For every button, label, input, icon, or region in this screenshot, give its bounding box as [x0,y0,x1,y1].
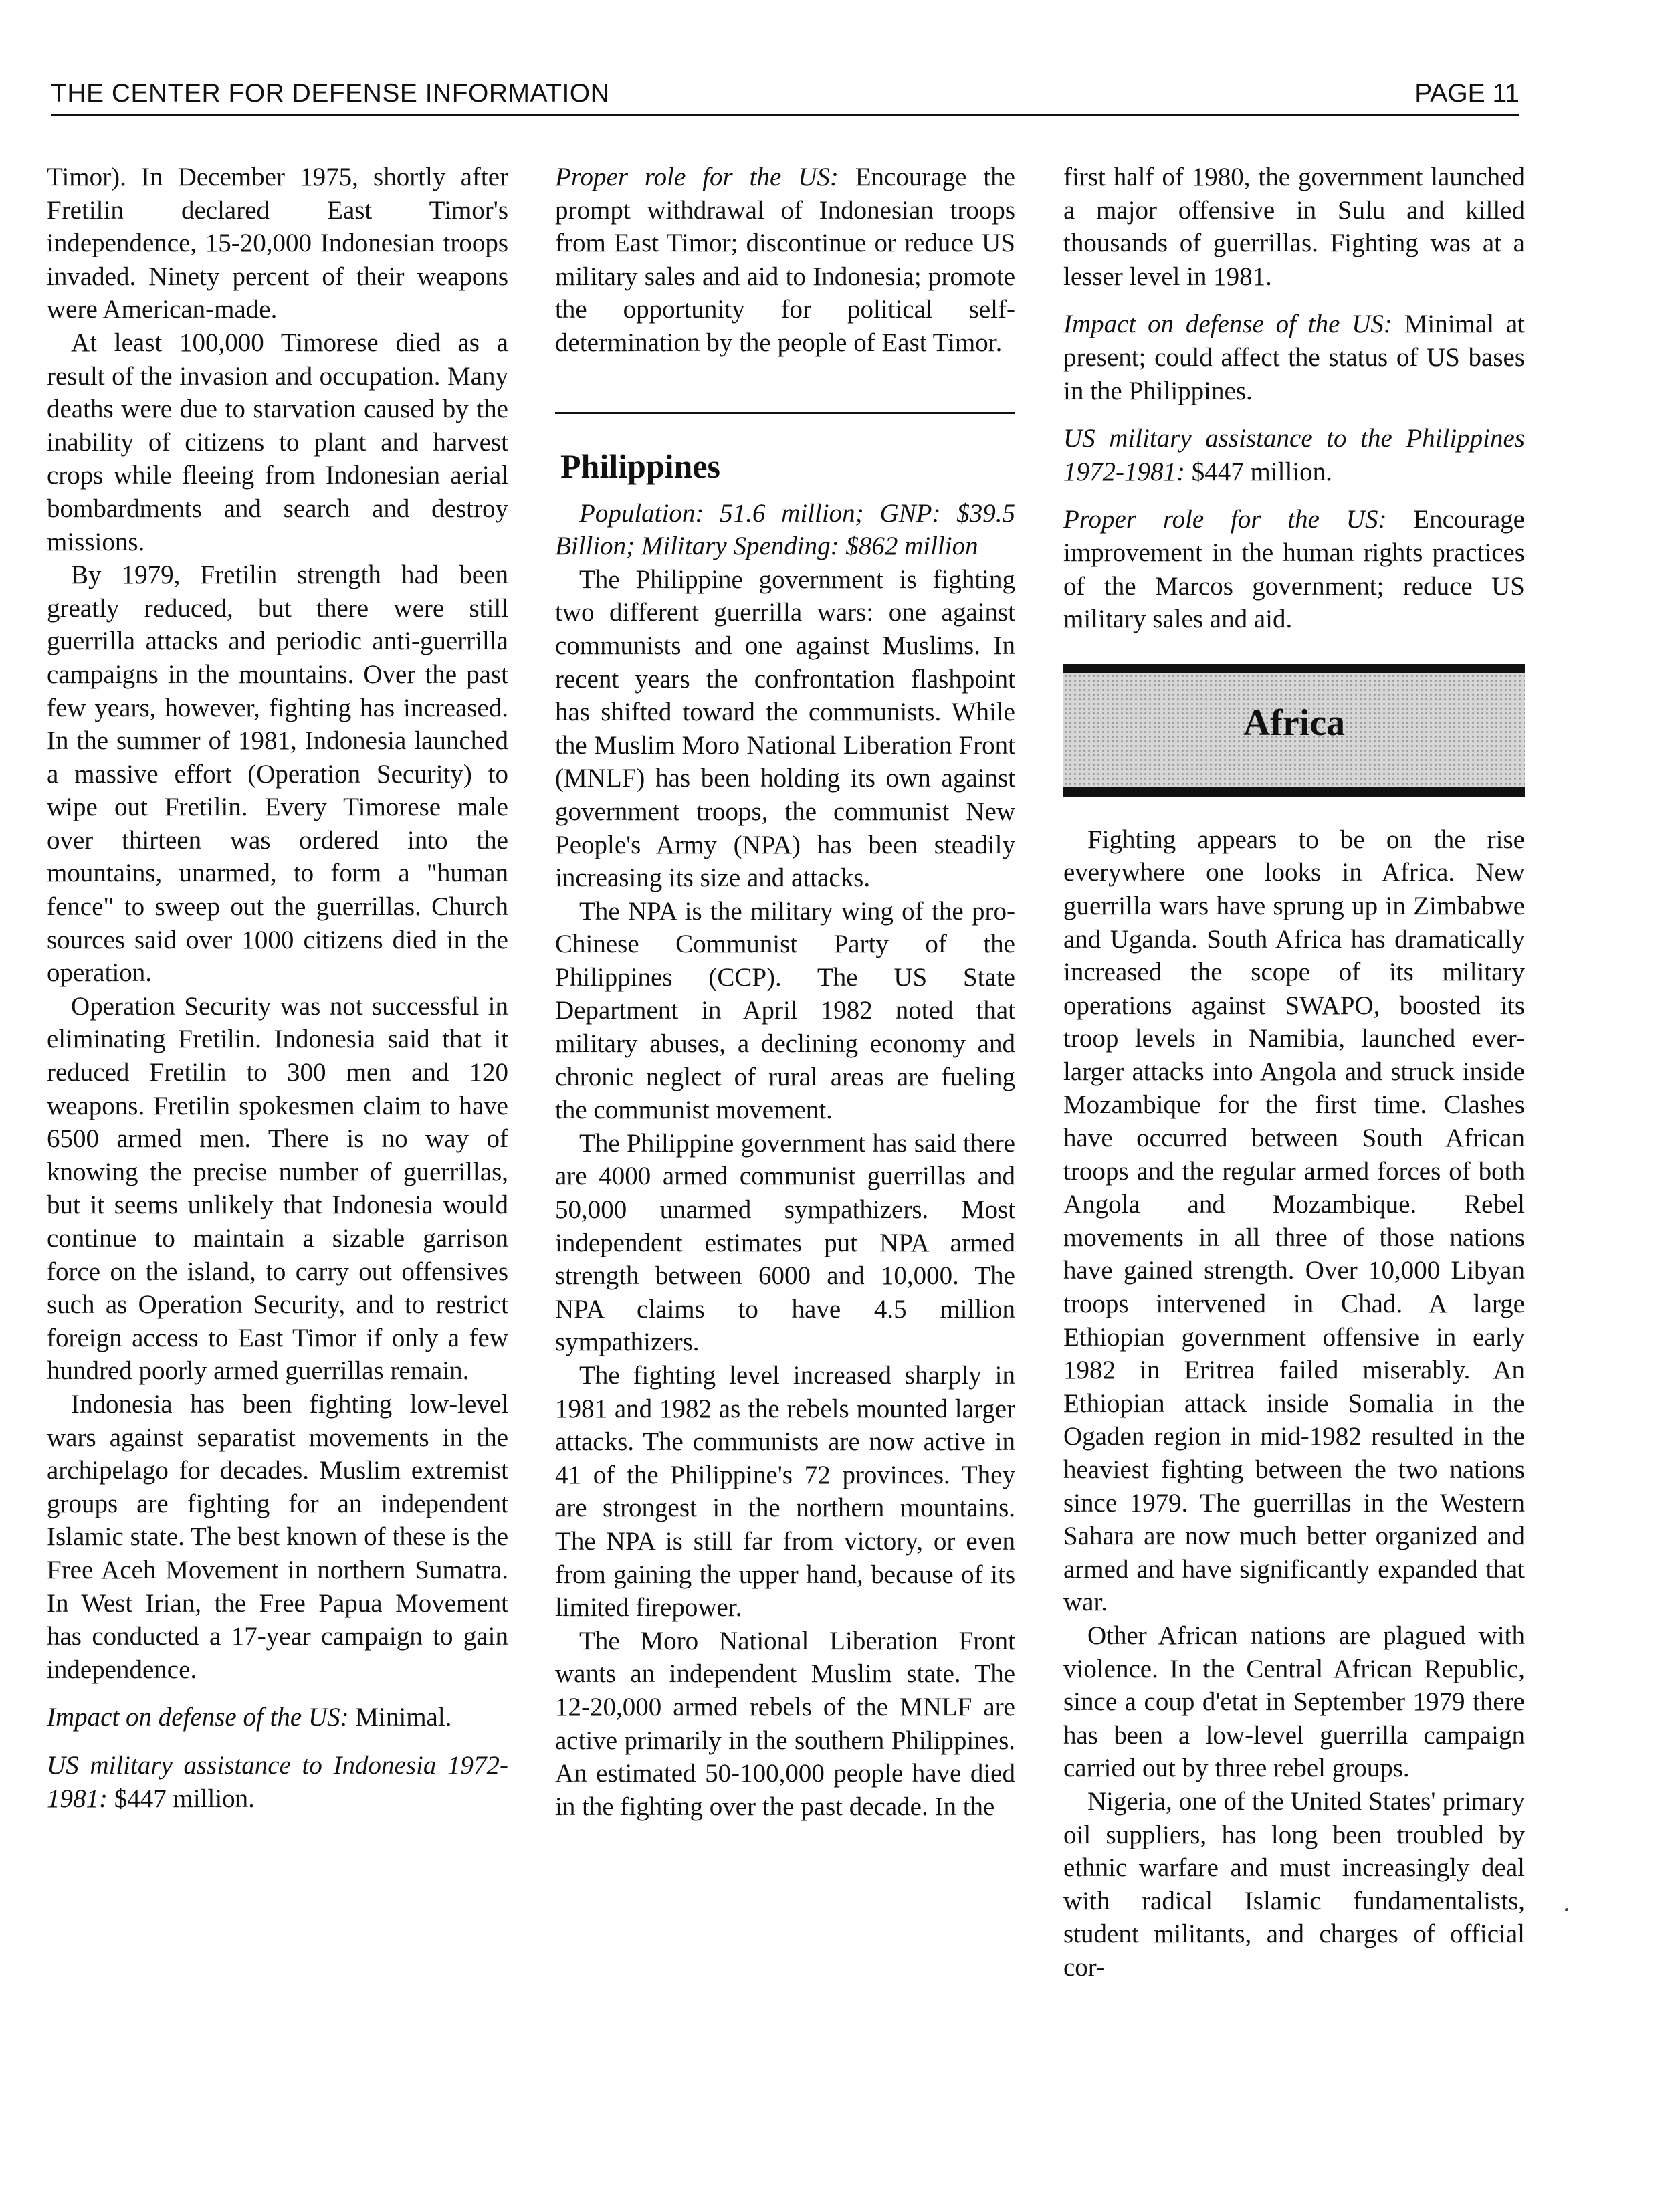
proper-role-label: Proper role for the US: [555,163,839,191]
paragraph: By 1979, Fretilin strength had been greatly reduced, but there were still guerrilla attacks and periodic anti-guerrilla campaigns in the mountains. Over the past few years, however, fighting has increased. In the summer of 1981, Indonesia launched a massive effort (Operation Security) to wipe out Fretilin. Every Timorese male over thirteen was ordered into the mountains, unarmed, to form a "human fence" to sweep out the guerrillas. Church sources said over 1000 citizens died in the operation. [47,560,508,988]
assistance-text: $447 million. [1184,457,1332,486]
region-banner [1063,664,1525,797]
column-3 [1063,161,1525,1984]
proper-role-text: Encourage the prompt withdrawal of Indonesian troops from East Timor; discontinue or reduce US military sales and aid to Indonesia; promote the opportunity for political self-determination by the people of East Timor. [555,163,1015,357]
column-2 [555,161,1015,1823]
impact-text: Minimal. [348,1703,452,1732]
paragraph: first half of 1980, the government launched a major offensive in Sulu and killed thousands of guerrillas. Fighting was at a lesser level in 1981. [1063,163,1525,291]
column-1 [47,161,508,1815]
paragraph: Indonesia has been fighting low-level wars against separatist movements in the archipelago for decades. Muslim extremist groups are fighting for an independent Islamic state. The best known of these is the Free Aceh Movement in northern Sumatra. In West Irian, the Free Papua Movement has conducted a 17-year campaign to gain independence. [47,1389,508,1684]
paragraph: Other African nations are plagued with violence. In the Central African Republic, since a coup d'etat in September 1979 there has been a low-level guerrilla campaign carried out by three rebel groups. [1063,1621,1525,1783]
paragraph: Timor). In December 1975, shortly after Fretilin declared East Timor's independence, 15-20,000 Indonesian troops invaded. Ninety percent of their weapons were American-made. [47,163,508,324]
stray-mark [1565,1908,1568,1911]
impact-paragraph [47,1701,508,1734]
assistance-paragraph [47,1749,508,1815]
paragraph: The Philippine government has said there are 4000 armed communist guerrillas and 50,000 unarmed sympathizers. Most independent estimates put NPA armed strength between 6000 and 10,000. The NPA claims to have 4.5 million sympathizers. [555,1128,1015,1357]
impact-paragraph [1063,308,1525,407]
section-title-philippines: Philippines [560,447,720,485]
assistance-label: US military assistance to the Philippines 1972-1981: [1063,424,1525,486]
paragraph: Nigeria, one of the United States' primary oil suppliers, has long been troubled by ethnic warfare and must increasingly deal with radical Islamic fundamentalists, student militants, and charges of official cor- [1063,1786,1525,1982]
paragraph: The NPA is the military wing of the pro-Chinese Communist Party of the Philippines (CCP). The US State Department in April 1982 noted that military abuses, a declining economy and chronic neglect of rural areas are fueling the communist movement. [555,896,1015,1125]
assistance-paragraph [1063,422,1525,488]
paragraph: The fighting level increased sharply in 1981 and 1982 as the rebels mounted larger attacks. The communists are now active in 41 of the Philippine's 72 provinces. They are strongest in the northern mountains. The NPA is still far from victory, or even from gaining the upper hand, because of its limited firepower. [555,1361,1015,1623]
proper-role-paragraph [555,161,1015,360]
paragraph: At least 100,000 Timorese died as a result of the invasion and occupation. Many deaths were due to starvation caused by the inability of citizens to plant and harvest crops while fleeing from Indonesian aerial bombardments and search and destroy missions. [47,328,508,556]
proper-role-text: Encourage improvement in the human rights practices of the Marcos government; reduce US military sales and aid. [1063,505,1525,634]
section-title-africa: Africa [1243,702,1346,744]
paragraph: Fighting appears to be on the rise everywhere one looks in Africa. New guerrilla wars have sprung up in Zimbabwe and Uganda. South Africa has dramatically increased the scope of its military operations against SWAPO, boosted its troop levels in Namibia, launched ever-larger attacks into Angola and struck inside Mozambique for the first time. Clashes have occurred between South African troops and the regular armed forces of both Angola and Mozambique. Rebel movements in all three of those nations have gained strength. Over 10,000 Libyan troops intervened in Chad. A large Ethiopian government offensive in early 1982 in Eritrea failed miserably. An Ethiopian attack inside Somalia in the Ogaden region in mid-1982 resulted in the heaviest fighting between the two nations since 1979. The guerrillas in the Western Sahara are now much better organized and armed and have significantly expanded that war. [1063,825,1525,1617]
impact-label: Impact on defense of the US: [1063,310,1392,339]
paragraph: The Moro National Liberation Front wants an independent Muslim state. The 12-20,000 armed rebels of the MNLF are active primarily in the southern Philippines. An estimated 50-100,000 people have died in the fighting over the past decade. In the [555,1626,1015,1821]
paragraph: The Philippine government is fighting two different guerrilla wars: one against communists and one against Muslims. In recent years the confrontation flashpoint has shifted toward the communists. While the Muslim Moro National Liberation Front (MNLF) has been holding its own against government troops, the communist New People's Army (NPA) has been steadily increasing its size and attacks. [555,564,1015,893]
paragraph: Operation Security was not successful in eliminating Fretilin. Indonesia said that it reduced Fretilin to 300 men and 120 weapons. Fretilin spokesmen claim to have 6500 armed men. There is no way of knowing the precise number of guerrillas, but it seems unlikely that Indonesia would continue to maintain a sizable garrison force on the island, to carry out offensives such as Operation Security, and to restrict foreign access to East Timor if only a few hundred poorly armed guerrillas remain. [47,991,508,1386]
proper-role-paragraph [1063,503,1525,635]
assistance-text: $447 million. [108,1784,255,1813]
page-number: PAGE 11 [1414,79,1519,108]
impact-text: Minimal at present; could affect the status of US bases in the Philippines. [1063,310,1525,405]
page-header [51,75,1519,116]
assistance-label: US military assistance to Indonesia 1972-1981: [47,1750,508,1813]
country-stats: Population: 51.6 million; GNP: $39.5 Billion; Military Spending: $862 million [555,498,1015,561]
section-divider [555,412,1015,414]
impact-label: Impact on defense of the US: [47,1703,349,1732]
proper-role-label: Proper role for the US: [1063,505,1387,534]
publication-name: THE CENTER FOR DEFENSE INFORMATION [51,79,610,108]
